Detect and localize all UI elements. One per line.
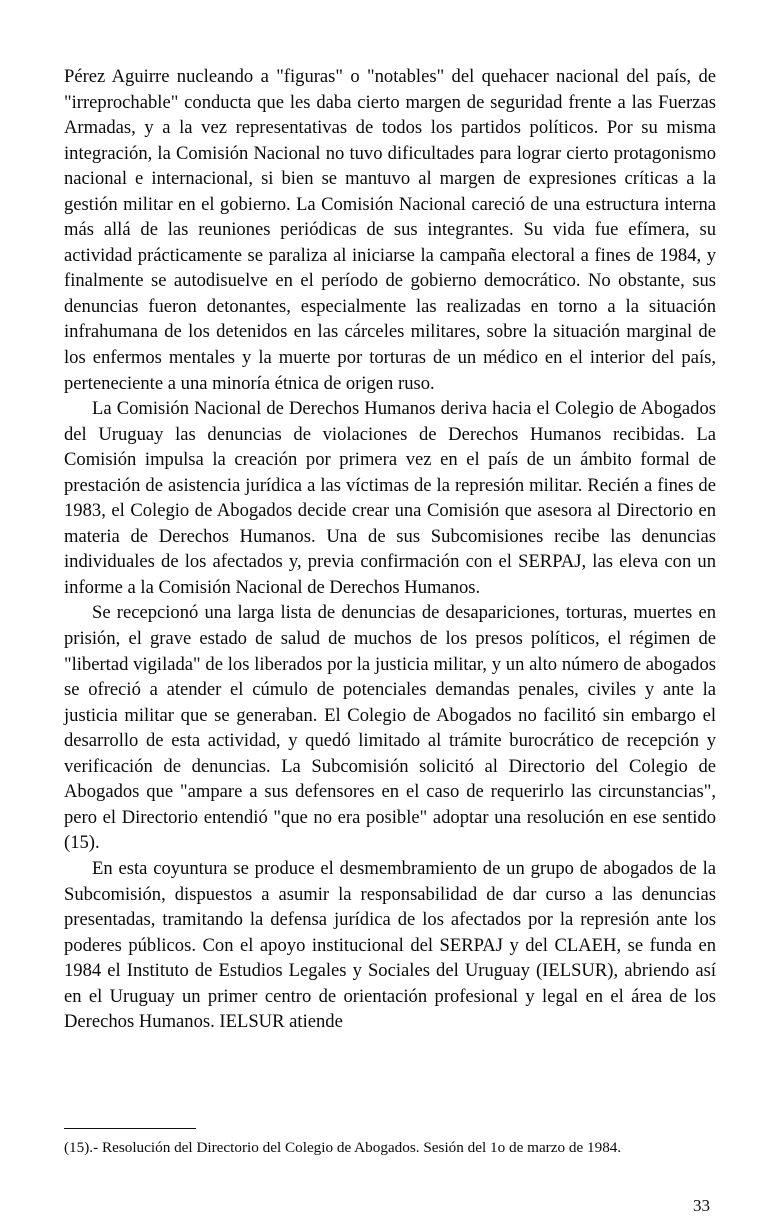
body-text bbox=[64, 64, 716, 1035]
footnote-separator bbox=[64, 1128, 196, 1129]
paragraph-2: La Comisión Nacional de Derechos Humanos deriva hacia el Colegio de Abogados del Uruguay las denuncias de violaciones de Derechos Humanos recibidas. La Comisión impulsa la creación por primera vez en el país de un ámbito formal de prestación de asistencia jurídica a las víctimas de la represión militar. Recién a fines de 1983, el Colegio de Abogados decide crear una Comisión que asesora al Directorio en materia de Derechos Humanos. Una de sus Subcomisiones recibe las denuncias individuales de los afectados y, previa confirmación con el SERPAJ, las eleva con un informe a la Comisión Nacional de Derechos Humanos. bbox=[64, 398, 716, 598]
paragraph-4: En esta coyuntura se produce el desmembramiento de un grupo de abogados de la Subcomisión, dispuestos a asumir la responsabilidad de dar curso a las denuncias presentadas, tramitando la defensa jurídica de los afectados por la represión ante los poderes públicos. Con el apoyo institucional del SERPAJ y del CLAEH, se funda en 1984 el Instituto de Estudios Legales y Sociales del Uruguay (IELSUR), abriendo así en el Uruguay un primer centro de orientación profesional y legal en el área de los Derechos Humanos. IELSUR atiende bbox=[64, 857, 716, 1033]
footnote: (15).- Resolución del Directorio del Colegio de Abogados. Sesión del 1o de marzo de 1984. bbox=[64, 1139, 622, 1156]
page-number: 33 bbox=[693, 1196, 710, 1215]
paragraph-1: Pérez Aguirre nucleando a "figuras" o "notables" del quehacer nacional del país, de "irreprochable" conducta que les daba cierto margen de seguridad frente a las Fuerzas Armadas, y a la vez representativas de todos los partidos políticos. Por su misma integración, la Comisión Nacional no tuvo dificultades para lograr cierto protagonismo nacional e internacional, si bien se mantuvo al margen de expresiones críticas a la gestión militar en el gobierno. La Comisión Nacional careció de una estructura interna más allá de las reuniones periódicas de sus integrantes. Su vida fue efímera, su actividad prácticamente se paraliza al iniciarse la campaña electoral a fines de 1984, y finalmente se autodisuelve en el período de gobierno democrático. No obstante, sus denuncias fueron detonantes, especialmente las realizadas en torno a la situación infrahumana de los detenidos en las cárceles militares, sobre la situación marginal de los enfermos mentales y la muerte por torturas de un médico en el interior del país, perteneciente a una minoría étnica de origen ruso. bbox=[64, 66, 716, 394]
paragraph-3: Se recepcionó una larga lista de denuncias de desapariciones, torturas, muertes en prisión, el grave estado de salud de muchos de los presos políticos, el régimen de "libertad vigilada" de los liberados por la justicia militar, y un alto número de abogados se ofreció a atender el cúmulo de potenciales demandas penales, civiles y ante la justicia militar que se generaban. El Colegio de Abogados no facilitó sin embargo el desarrollo de esta actividad, y quedó limitado al trámite burocrático de recepción y verificación de denuncias. La Subcomisión solicitó al Directorio del Colegio de Abogados que "ampare a sus defensores en el caso de requerirlo las circunstancias", pero el Directorio entendió "que no era posible" adoptar una resolución en ese sentido (15). bbox=[64, 602, 716, 854]
